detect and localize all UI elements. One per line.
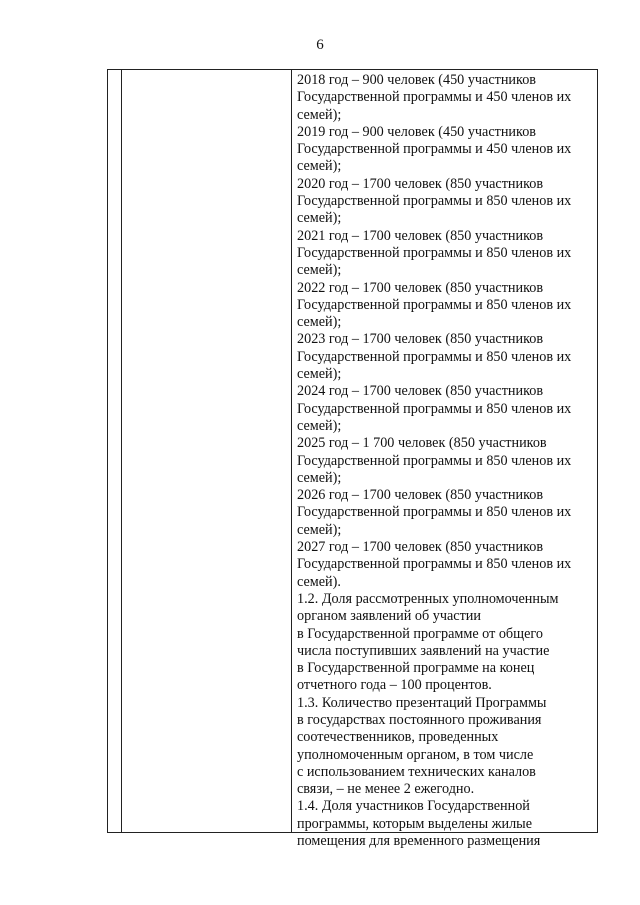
cell-text-line: соотечественников, проведенных — [297, 729, 499, 746]
cell-text-line: 2020 год – 1700 человек (850 участников — [297, 175, 544, 192]
cell-text-line: органом заявлений об участии — [297, 608, 481, 625]
cell-text-line: с использованием технических каналов — [297, 763, 536, 780]
cell-text-line: Государственной программы и 850 членов их — [297, 296, 572, 313]
cell-text-line: 2027 год – 1700 человек (850 участников — [297, 539, 544, 556]
cell-text-line: 1.2. Доля рассмотренных уполномоченным — [297, 590, 559, 607]
cell-text-line: семей); — [297, 469, 342, 486]
document-table — [107, 69, 598, 850]
cell-text-line: 2019 год – 900 человек (450 участников — [297, 123, 536, 140]
cell-text-line: 1.4. Доля участников Государственной — [297, 798, 530, 815]
cell-text-line: в Государственной программе на конец — [297, 660, 535, 677]
cell-text-line: семей); — [297, 314, 342, 331]
cell-text-line: 2021 год – 1700 человек (850 участников — [297, 227, 544, 244]
cell-text-line: Государственной программы и 850 членов их — [297, 504, 572, 521]
cell-text-line: числа поступивших заявлений на участие — [297, 642, 550, 659]
cell-text-line: Государственной программы и 850 членов их — [297, 244, 572, 261]
cell-text-line: Государственной программы и 850 членов их — [297, 193, 572, 210]
cell-text-line: Государственной программы и 850 членов их — [297, 348, 572, 365]
cell-text-line: семей). — [297, 573, 341, 590]
cell-text-line: семей); — [297, 417, 342, 434]
cell-text-line: в государствах постоянного проживания — [297, 711, 542, 728]
cell-text-line: отчетного года – 100 процентов. — [297, 677, 492, 694]
cell-text-line: 2026 год – 1700 человек (850 участников — [297, 487, 544, 504]
cell-text-line: семей); — [297, 366, 342, 383]
cell-text-line: Государственной программы и 850 членов их — [297, 452, 572, 469]
cell-text-line: 2018 год – 900 человек (450 участников — [297, 72, 536, 88]
cell-text-line: помещения для временного размещения — [297, 833, 541, 850]
cell-text-line: семей); — [297, 210, 342, 227]
cell-text-line: семей); — [297, 158, 342, 175]
cell-text-line: 1.3. Количество презентаций Программы — [297, 694, 547, 711]
table-cell-targets — [297, 72, 597, 850]
cell-text-line: 2024 год – 1700 человек (850 участников — [297, 383, 544, 400]
column-divider-2 — [291, 70, 292, 832]
cell-text-line: связи, – не менее 2 ежегодно. — [297, 781, 475, 798]
cell-text-line: Государственной программы и 450 членов их — [297, 89, 572, 106]
page-number: 6 — [316, 37, 324, 53]
cell-text-line: Государственной программы и 450 членов их — [297, 141, 572, 158]
cell-text-line: Государственной программы и 850 членов их — [297, 400, 572, 417]
cell-text-line: 2023 год – 1700 человек (850 участников — [297, 331, 544, 348]
cell-text-line: семей); — [297, 106, 342, 123]
cell-text-line: Государственной программы и 850 членов их — [297, 556, 572, 573]
cell-text-line: семей); — [297, 521, 342, 538]
cell-text-line: программы, которым выделены жилые — [297, 815, 533, 832]
cell-text-line: 2025 год – 1 700 человек (850 участников — [297, 435, 547, 452]
cell-text-line: 2022 год – 1700 человек (850 участников — [297, 279, 544, 296]
cell-text-line: уполномоченным органом, в том числе — [297, 746, 534, 763]
cell-text-line: семей); — [297, 262, 342, 279]
column-divider-1 — [121, 70, 122, 832]
cell-text-line: в Государственной программе от общего — [297, 625, 543, 642]
